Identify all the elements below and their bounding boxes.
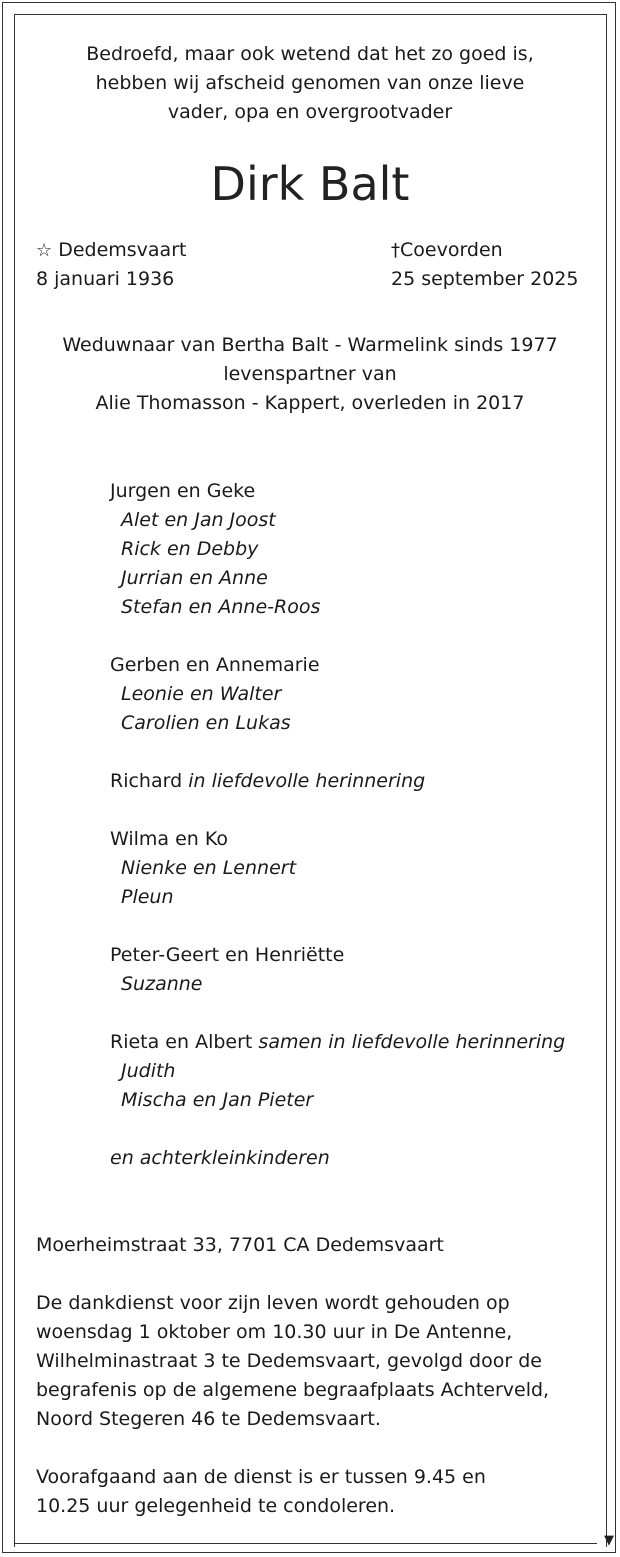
family-group [110,941,565,999]
spouse-line: levenspartner van [223,363,397,385]
grandchild: Leonie en Walter [121,683,282,705]
memorial-note: samen in liefdevolle herinnering [258,1031,566,1053]
grandchild: Nienke en Lennert [121,857,297,879]
condolence-line: 10.25 uur gelegenheid te condoleren. [36,1495,396,1517]
footer-info [36,1231,596,1521]
intro-line: Bedroefd, maar ook wetend dat het zo goed is, [86,43,534,65]
family-member: Peter-Geert en Henriëtte [110,944,345,966]
family-group [110,825,565,912]
intro-line: hebben wij afscheid genomen van onze lieve [95,72,525,94]
condolence-line: Voorafgaand aan de dienst is er tussen 9.45 en [36,1466,486,1488]
family-group [110,767,565,796]
star-icon: ☆ [36,240,53,261]
grandchild: Rick en Debby [121,538,259,560]
deceased-name: Dirk Balt [210,157,410,211]
grandchild: Jurrian en Anne [121,567,268,589]
spouse-text [0,331,620,418]
intro-line: vader, opa en overgrootvader [167,101,453,123]
grandchild: Stefan en Anne-Roos [121,596,321,618]
family-group [110,1028,565,1115]
family-list [110,477,565,1173]
birth-date: 8 januari 1936 [36,268,175,290]
intro-text [0,40,620,127]
death-place: Coevorden [400,239,503,261]
bottom-border [14,1543,597,1544]
grandchild: Alet en Jan Joost [121,509,276,531]
service-line: De dankdienst voor zijn leven wordt gehouden op [36,1292,510,1314]
family-member: Gerben en Annemarie [110,654,320,676]
spouse-line: Alie Thomasson - Kappert, overleden in 2017 [95,392,525,414]
family-member: Jurgen en Geke [110,480,256,502]
spouse-line: Weduwnaar van Bertha Balt - Warmelink sinds 1977 [62,334,558,356]
grandchild: Mischa en Jan Pieter [121,1089,314,1111]
death-info [391,236,578,294]
service-line: Noord Stegeren 46 te Dedemsvaart. [36,1408,381,1430]
death-date: 25 september 2025 [391,268,579,290]
grandchild: Judith [121,1060,176,1082]
memorial-note: in liefdevolle herinnering [188,770,426,792]
birth-place: Dedemsvaart [58,239,187,261]
address: Moerheimstraat 33, 7701 CA Dedemsvaart [36,1234,444,1256]
service-details [36,1289,596,1434]
grandchild: Suzanne [121,973,203,995]
family-group [110,477,565,622]
condolence-details [36,1463,596,1521]
service-line: begrafenis op de algemene begraafplaats Achterveld, [36,1379,550,1401]
cross-icon: † [391,240,400,261]
down-triangle-icon[interactable]: ▼ [604,1533,614,1548]
grandchild: Pleun [121,886,174,908]
service-line: Wilhelminastraat 3 te Dedemsvaart, gevolgd door de [36,1350,542,1372]
family-group [110,651,565,738]
service-line: woensdag 1 oktober om 10.30 uur in De Antenne, [36,1321,513,1343]
family-member: Rieta en Albert [110,1031,253,1053]
grandchild: Carolien en Lukas [121,712,291,734]
family-member: Richard [110,770,183,792]
great-grandchildren: en achterkleinkinderen [110,1147,330,1169]
family-member: Wilma en Ko [110,828,229,850]
birth-info [36,236,186,294]
